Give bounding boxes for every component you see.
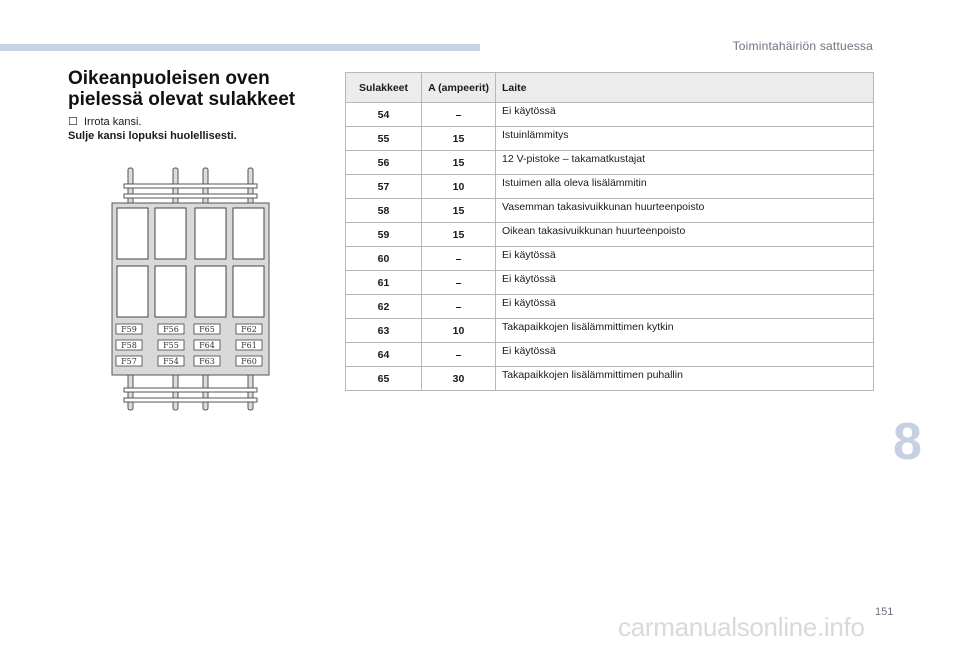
column-header-device: Laite bbox=[496, 73, 874, 103]
fuse-number-cell: 60 bbox=[346, 247, 422, 271]
fuse-label-f60: F60 bbox=[241, 357, 257, 366]
section-title-line-2: pielessä olevat sulakkeet bbox=[68, 89, 296, 110]
column-header-fuse: Sulakkeet bbox=[346, 73, 422, 103]
table-row bbox=[346, 271, 874, 295]
amperes-cell: – bbox=[422, 343, 496, 367]
amperes-cell: – bbox=[422, 103, 496, 127]
table-row bbox=[346, 151, 874, 175]
section-title-line-1: Oikeanpuoleisen oven bbox=[68, 68, 270, 89]
table-row bbox=[346, 175, 874, 199]
fuse-number-cell: 64 bbox=[346, 343, 422, 367]
amperes-cell: 15 bbox=[422, 127, 496, 151]
fuse-box-diagram bbox=[110, 166, 274, 412]
table-row bbox=[346, 223, 874, 247]
fuse-table-header bbox=[346, 73, 874, 103]
amperes-cell: 30 bbox=[422, 367, 496, 391]
checkbox-bullet-icon: ☐ bbox=[68, 116, 78, 128]
table-row bbox=[346, 367, 874, 391]
fuse-label-f59: F59 bbox=[121, 325, 137, 334]
table-row bbox=[346, 319, 874, 343]
chapter-number: 8 bbox=[893, 413, 922, 471]
fuse-label-f56: F56 bbox=[163, 325, 179, 334]
column-header-amperes: A (ampeerit) bbox=[422, 73, 496, 103]
fuse-number-cell: 59 bbox=[346, 223, 422, 247]
fuse-label-f58: F58 bbox=[121, 341, 137, 350]
amperes-cell: 10 bbox=[422, 175, 496, 199]
fuse-table bbox=[345, 72, 874, 391]
watermark: carmanualsonline.info bbox=[618, 612, 865, 642]
amperes-cell: – bbox=[422, 247, 496, 271]
amperes-cell: 15 bbox=[422, 223, 496, 247]
fuse-number-cell: 63 bbox=[346, 319, 422, 343]
device-cell: Istuimen alla oleva lisälämmitin bbox=[496, 175, 874, 199]
table-row bbox=[346, 295, 874, 319]
page-number: 151 bbox=[875, 606, 894, 618]
fuse-label-f63: F63 bbox=[199, 357, 215, 366]
device-cell: Ei käytössä bbox=[496, 271, 874, 295]
device-cell: Ei käytössä bbox=[496, 295, 874, 319]
table-row bbox=[346, 199, 874, 223]
header-accent-bar bbox=[0, 44, 480, 51]
device-cell: Oikean takasivuikkunan huurteenpoisto bbox=[496, 223, 874, 247]
amperes-cell: 15 bbox=[422, 199, 496, 223]
fuse-label-f55: F55 bbox=[163, 341, 179, 350]
fuse-number-cell: 56 bbox=[346, 151, 422, 175]
table-row bbox=[346, 127, 874, 151]
instruction-step-2: Sulje kansi lopuksi huolellisesti. bbox=[68, 130, 237, 142]
device-cell: Ei käytössä bbox=[496, 103, 874, 127]
device-cell: Vasemman takasivuikkunan huurteenpoisto bbox=[496, 199, 874, 223]
amperes-cell: 10 bbox=[422, 319, 496, 343]
fuse-label-f54: F54 bbox=[163, 357, 179, 366]
fuse-number-cell: 61 bbox=[346, 271, 422, 295]
amperes-cell: – bbox=[422, 295, 496, 319]
device-cell: 12 V-pistoke – takamatkustajat bbox=[496, 151, 874, 175]
table-row bbox=[346, 247, 874, 271]
section-title bbox=[68, 68, 295, 110]
device-cell: Ei käytössä bbox=[496, 343, 874, 367]
instruction-step-1-text: Irrota kansi. bbox=[84, 116, 142, 128]
fuse-number-cell: 62 bbox=[346, 295, 422, 319]
fuse-label-f65: F65 bbox=[199, 325, 215, 334]
instruction-step-1 bbox=[68, 115, 237, 129]
chapter-header-title: Toimintahäiriön sattuessa bbox=[732, 39, 873, 53]
table-row bbox=[346, 103, 874, 127]
device-cell: Ei käytössä bbox=[496, 247, 874, 271]
fuse-number-cell: 58 bbox=[346, 199, 422, 223]
device-cell: Istuinlämmitys bbox=[496, 127, 874, 151]
instructions bbox=[68, 115, 237, 143]
fuse-label-f61: F61 bbox=[241, 341, 257, 350]
device-cell: Takapaikkojen lisälämmittimen kytkin bbox=[496, 319, 874, 343]
amperes-cell: – bbox=[422, 271, 496, 295]
fuse-number-cell: 55 bbox=[346, 127, 422, 151]
fuse-number-cell: 57 bbox=[346, 175, 422, 199]
fuse-label-f64: F64 bbox=[199, 341, 215, 350]
device-cell: Takapaikkojen lisälämmittimen puhallin bbox=[496, 367, 874, 391]
fuse-number-cell: 65 bbox=[346, 367, 422, 391]
amperes-cell: 15 bbox=[422, 151, 496, 175]
fuse-label-f62: F62 bbox=[241, 325, 257, 334]
fuse-number-cell: 54 bbox=[346, 103, 422, 127]
fuse-label-f57: F57 bbox=[121, 357, 137, 366]
table-row bbox=[346, 343, 874, 367]
